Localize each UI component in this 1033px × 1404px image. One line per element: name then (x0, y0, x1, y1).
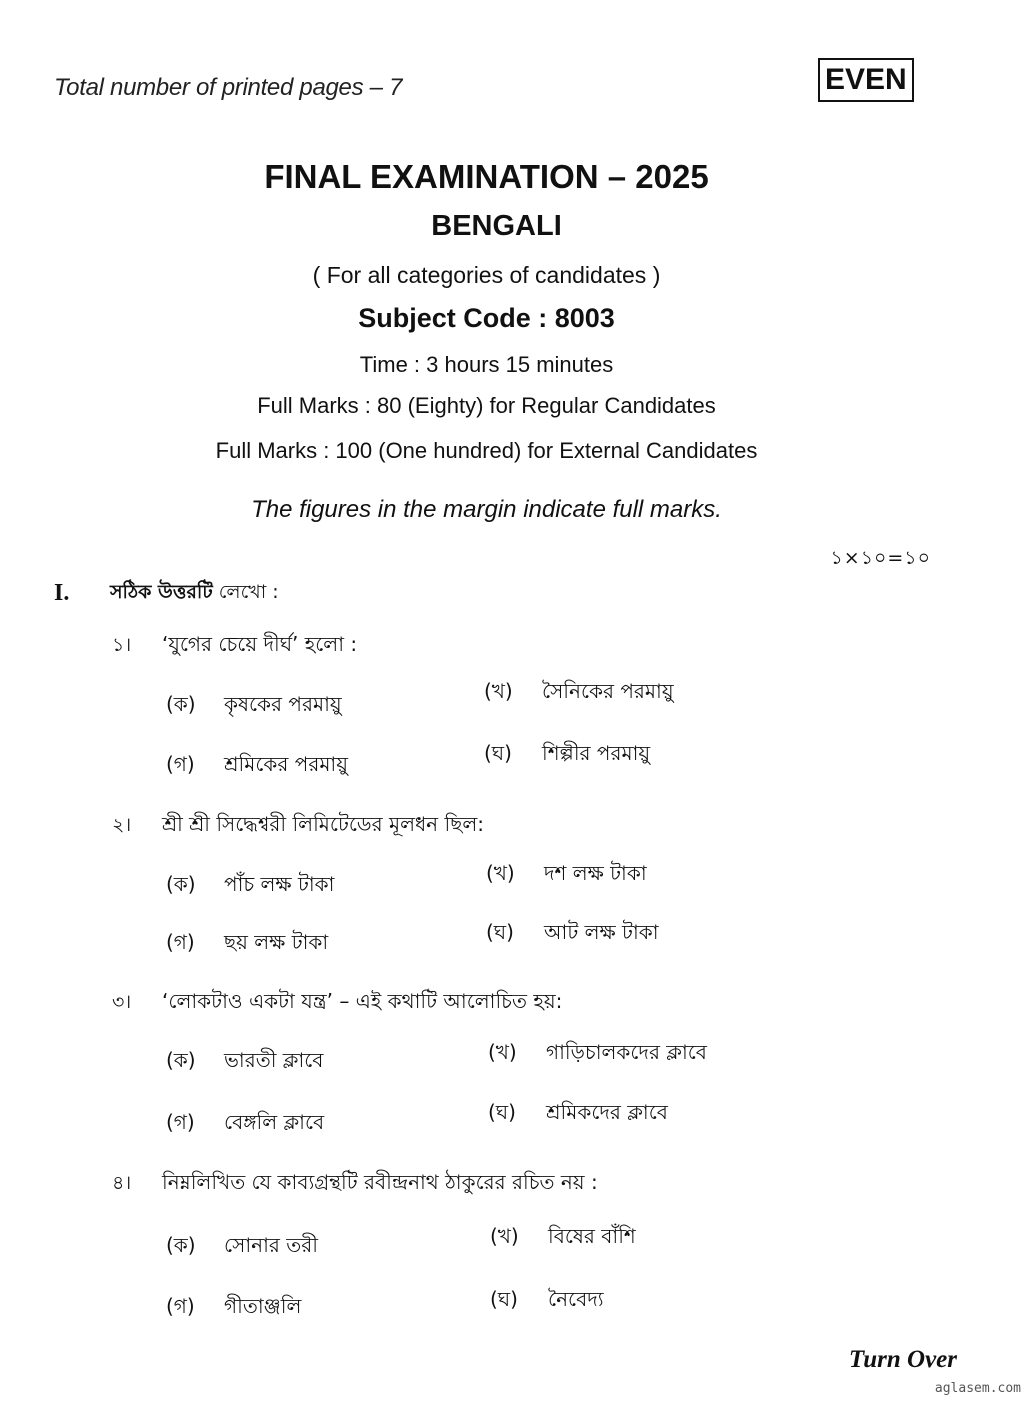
margin-note: The figures in the margin indicate full marks. (251, 496, 722, 523)
option-text: গীতাঞ্জলি (224, 1294, 302, 1318)
option-text: শ্রমিকদের ক্লাবে (546, 1100, 668, 1124)
option (486, 918, 659, 951)
option-label: (ক) (166, 692, 196, 716)
option (488, 1038, 707, 1071)
question (112, 987, 562, 1020)
section-title-rest: লেখো : (212, 581, 279, 603)
set-badge: EVEN (818, 58, 914, 102)
question-text: শ্রী শ্রী সিদ্ধেশ্বরী লিমিটেডের মূলধন ছিল: (162, 812, 484, 836)
option-text: সৈনিকের পরমায়ু (542, 679, 674, 703)
section-marks: ১×১০=১০ (830, 547, 931, 569)
option (484, 677, 674, 710)
option-label: (গ) (166, 1294, 195, 1318)
option-text: ভারতী ক্লাবে (224, 1048, 324, 1072)
option (166, 870, 334, 903)
section-title (110, 578, 279, 610)
option-label: (ক) (166, 1233, 196, 1257)
candidates-note: ( For all categories of candidates ) (312, 262, 661, 288)
option-label: (গ) (166, 930, 195, 954)
question-number: ৩। (112, 991, 132, 1013)
option-label: (খ) (486, 861, 515, 885)
question (112, 1168, 598, 1201)
option-label: (খ) (490, 1224, 519, 1248)
question-text: ‘লোকটাও একটা যন্ত্র’ – এই কথাটি আলোচিত হয়: (162, 989, 563, 1013)
option-text: গাড়িচালকদের ক্লাবে (546, 1040, 707, 1064)
question (112, 810, 484, 843)
option (484, 739, 650, 772)
section-number: I. (54, 580, 70, 606)
option-text: পাঁচ লক্ষ টাকা (224, 872, 335, 896)
option (490, 1285, 604, 1318)
option-text: শিল্পীর পরমায়ু (542, 741, 651, 765)
full-marks-regular: Full Marks : 80 (Eighty) for Regular Candidates (257, 393, 716, 418)
option-label: (ক) (166, 1048, 196, 1072)
option-label: (ঘ) (490, 1287, 518, 1311)
option-text: দশ লক্ষ টাকা (544, 861, 647, 885)
watermark: aglasem.com (934, 1381, 1021, 1396)
option (166, 1292, 301, 1325)
option-label: (ঘ) (486, 920, 514, 944)
option-text: বিষের বাঁশি (548, 1224, 636, 1248)
question-text: নিম্নলিখিত যে কাব্যগ্রন্থটি রবীন্দ্রনাথ ঠাকুরের রচিত নয় : (162, 1170, 598, 1194)
pages-note: Total number of printed pages – 7 (54, 74, 403, 101)
option-text: ছয় লক্ষ টাকা (224, 930, 329, 954)
option (166, 928, 328, 961)
option (490, 1222, 636, 1255)
subject-code: Subject Code : 8003 (358, 303, 615, 333)
option-text: কৃষকের পরমায়ু (224, 692, 342, 716)
option-label: (ঘ) (484, 741, 512, 765)
option (166, 690, 342, 723)
section-title-bold: সঠিক উত্তরটি (110, 581, 213, 603)
option (488, 1098, 668, 1131)
option-label: (খ) (488, 1040, 517, 1064)
option (166, 1108, 324, 1141)
question-number: ১। (112, 634, 132, 656)
option (166, 1231, 318, 1264)
option-text: শ্রমিকের পরমায়ু (224, 752, 349, 776)
question (112, 630, 357, 663)
subject-name: BENGALI (431, 210, 562, 242)
option (486, 859, 647, 892)
option-label: (ক) (166, 872, 196, 896)
turn-over: Turn Over (848, 1346, 957, 1373)
option-text: আট লক্ষ টাকা (544, 920, 659, 944)
question-number: ৪। (112, 1172, 132, 1194)
option-text: সোনার তরী (224, 1233, 318, 1257)
option-label: (ঘ) (488, 1100, 516, 1124)
full-marks-external: Full Marks : 100 (One hundred) for External Candidates (215, 438, 758, 463)
exam-time: Time : 3 hours 15 minutes (359, 352, 614, 377)
option (166, 1046, 323, 1079)
option-label: (গ) (166, 752, 195, 776)
exam-title: FINAL EXAMINATION – 2025 (264, 158, 709, 195)
option-text: বেঙ্গলি ক্লাবে (224, 1110, 325, 1134)
question-text: ‘যুগের চেয়ে দীর্ঘ’ হলো : (162, 632, 358, 656)
option-label: (খ) (484, 679, 513, 703)
option-label: (গ) (166, 1110, 195, 1134)
question-number: ২। (112, 814, 132, 836)
option-text: নৈবেদ্য (548, 1287, 604, 1311)
option (166, 750, 348, 783)
